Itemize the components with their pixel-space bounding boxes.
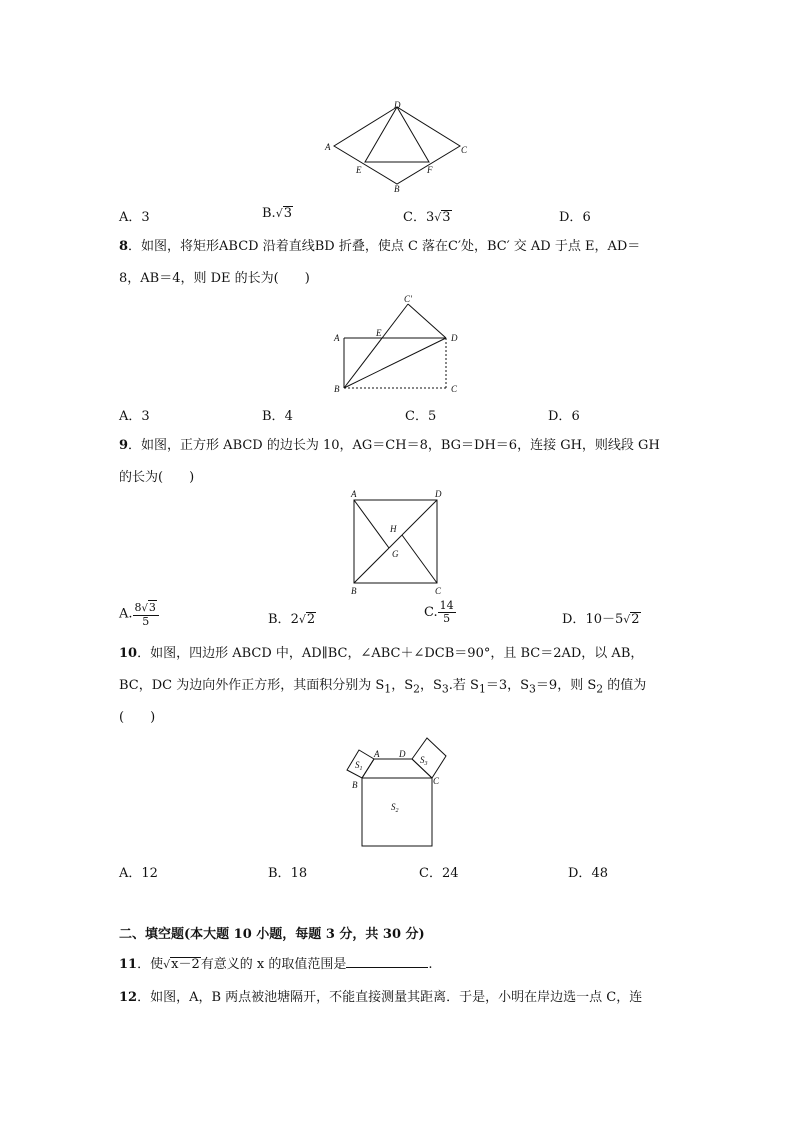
label-C: C (461, 145, 468, 155)
q8-figure (330, 292, 465, 396)
label-S3: $S_3$ (420, 755, 428, 767)
q8-option-d: D．6 (548, 409, 580, 424)
q8-option-c: C．5 (405, 409, 437, 424)
label-C: C (451, 384, 458, 394)
q7-figure (322, 98, 472, 194)
label-E: E (376, 328, 382, 338)
label-B: B (394, 184, 400, 194)
q9-figure (345, 488, 450, 596)
label-D: D (394, 100, 401, 110)
label-A: A (374, 749, 380, 759)
q7-option-b: B.√3 (262, 206, 292, 221)
label-S2: $S_2$ (391, 802, 399, 814)
q8-line1: 8．如图，将矩形ABCD 沿着直线BD 折叠，使点 C 落在C′处，BC′ 交 AD 于点 E，AD＝ (119, 239, 641, 254)
label-S1: $S_1$ (355, 760, 363, 772)
q9-option-d: D．10－5√2 (562, 612, 640, 627)
label-C: C (433, 776, 440, 786)
label-Cprime: C′ (404, 294, 412, 304)
label-B: B (352, 780, 358, 790)
label-F: F (427, 165, 433, 175)
q10-option-a: A．12 (119, 866, 158, 881)
label-D: D (435, 489, 442, 499)
q8-option-a: A．3 (119, 409, 150, 424)
label-A: A (325, 142, 331, 152)
q10-option-b: B．18 (268, 866, 308, 881)
q7-option-c: C．3√3 (403, 210, 451, 225)
q8-option-b: B．4 (262, 409, 293, 424)
q11-answer-blank[interactable] (346, 955, 428, 968)
q10-option-d: D．48 (568, 866, 608, 881)
q10-option-c: C．24 (419, 866, 459, 881)
q10-line2: BC，DC 为边向外作正方形，其面积分别为 $S_1$，$S_2$，$S_3$.若 $S_1=3$，$S_3=9$，则 $S_2$ 的值为 (119, 678, 647, 696)
q9-option-b: B．2√2 (268, 612, 316, 627)
q7-option-a: A．3 (119, 210, 150, 225)
label-A: A (351, 489, 357, 499)
q10-line1: 10．如图，四边形 ABCD 中，AD∥BC，∠ABC＋∠DCB＝90°，且 BC＝2AD，以 AB， (119, 646, 644, 661)
label-C: C (435, 586, 442, 596)
label-A: A (334, 333, 340, 343)
q10-line3: ( ) (119, 710, 156, 725)
label-H: H (390, 524, 397, 534)
q9-option-a: A. $\frac{8√3}{5}$ (119, 600, 159, 628)
q9-line1: 9．如图，正方形 ABCD 的边长为 10，AG＝CH＝8，BG＝DH＝6，连接 GH，则线段 GH (119, 438, 660, 453)
q9-option-c: C. $\frac{14}{5}$ (424, 599, 454, 625)
label-B: B (334, 384, 340, 394)
label-G: G (392, 549, 399, 559)
label-B: B (351, 586, 357, 596)
section-2-title: 二、填空题(本大题 10 小题，每题 3 分，共 30 分) (119, 927, 425, 942)
q12-line1: 12．如图，A，B 两点被池塘隔开，不能直接测量其距离．于是，小明在岸边选一点 C，连 (119, 990, 643, 1005)
q7-option-d: D．6 (559, 210, 591, 225)
q9-line2: 的长为( ) (119, 470, 195, 485)
q10-figure (338, 736, 453, 850)
q8-line2: 8，AB＝4，则 DE 的长为( ) (119, 271, 310, 286)
label-D: D (451, 333, 458, 343)
label-E: E (356, 165, 362, 175)
label-D: D (399, 749, 406, 759)
q11-line: 11．使√x－2有意义的 x 的取值范围是 . (119, 957, 433, 972)
